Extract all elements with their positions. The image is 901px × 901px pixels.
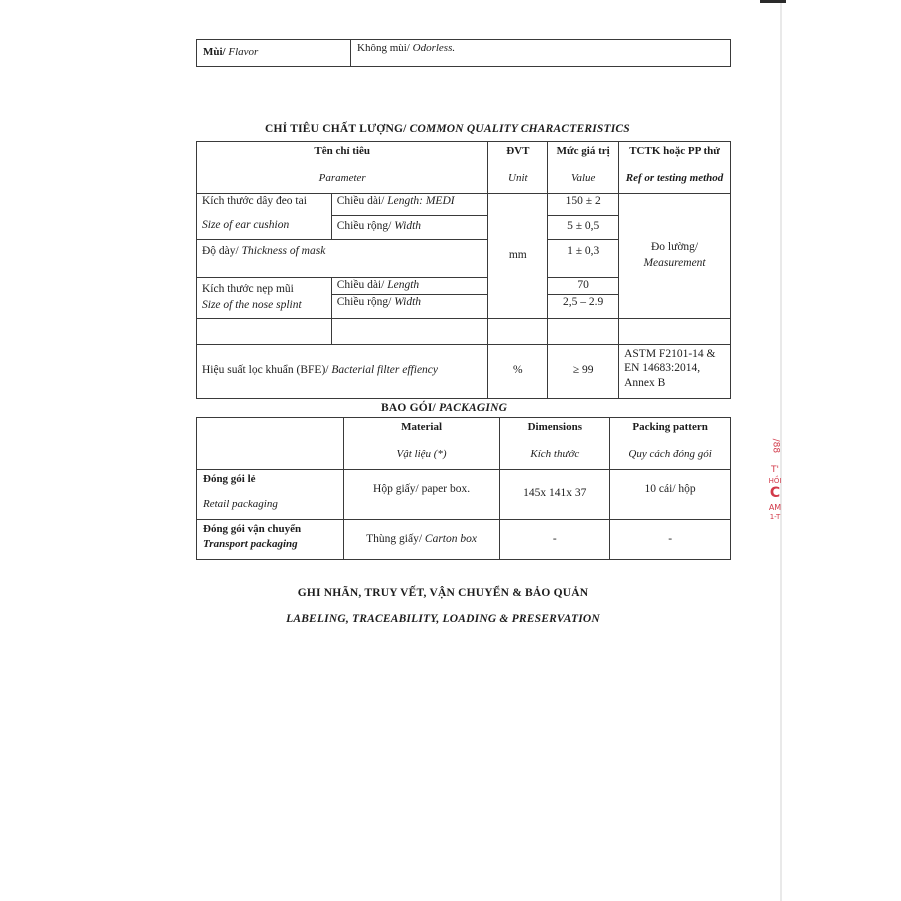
blank-cell-4 — [548, 318, 619, 344]
retail-material-cell — [343, 470, 500, 520]
header-dimensions — [500, 418, 610, 470]
packaging-title-en: PACKAGING — [439, 402, 508, 414]
stamp-line-5: AM — [768, 502, 782, 512]
bfe-value: ≥ 99 — [572, 364, 594, 377]
stamp-line-2: T' — [771, 465, 779, 476]
transport-pattern-cell — [610, 520, 731, 560]
retail-pattern-cell — [610, 470, 731, 520]
ear-length-en: Length: MEDI — [387, 195, 455, 207]
nose-name-cell — [197, 278, 332, 319]
blank-cell-5 — [619, 318, 731, 344]
ear-length-row — [197, 194, 731, 216]
transport-name-vi: Đóng gói vận chuyển — [203, 523, 302, 535]
nose-width-vi: Chiều rộng/ — [336, 295, 392, 308]
retail-material: Hộp giấy/ paper box. — [373, 483, 471, 495]
ear-name-en: Size of ear cushion — [202, 218, 290, 231]
stamp-line-4: C — [769, 485, 781, 502]
header-material-en: Material — [401, 421, 443, 433]
bfe-unit-cell — [488, 344, 548, 398]
ear-width-en: Width — [394, 220, 422, 232]
header-unit-vi: ĐVT — [506, 145, 530, 157]
transport-name-en: Transport packaging — [203, 537, 298, 550]
header-method-en: Ref or testing method — [625, 171, 724, 184]
header-value — [548, 142, 619, 194]
flavor-value-en: Odorless. — [412, 42, 456, 54]
packaging-table — [196, 417, 731, 560]
transport-dims: - — [552, 532, 557, 545]
nose-length-label-cell — [331, 278, 488, 295]
nose-length-value: 70 — [577, 279, 589, 291]
transport-name-cell — [197, 520, 344, 560]
ear-length-label-cell — [331, 194, 488, 216]
header-parameter — [197, 142, 488, 194]
nose-length-en: Length — [387, 279, 420, 291]
transport-pattern: - — [668, 532, 673, 545]
header-pattern-en: Packing pattern — [632, 421, 708, 433]
bfe-row — [197, 344, 731, 398]
ear-width-vi: Chiều rộng/ — [336, 220, 392, 232]
header-dimensions-vi: Kích thước — [530, 447, 580, 460]
header-parameter-vi: Tên chỉ tiêu — [314, 145, 370, 157]
blank-cell-3 — [488, 318, 548, 344]
labeling-title-en-text: LABELING, TRACEABILITY, LOADING & PRESERVATION — [286, 613, 600, 625]
header-material-vi: Vật liệu (*) — [396, 447, 447, 460]
unit-mm-cell — [488, 194, 548, 319]
page-edge-mark — [760, 0, 786, 3]
bfe-name-vi: Hiệu suất lọc khuẩn (BFE)/ — [202, 364, 329, 377]
transport-dims-cell — [500, 520, 610, 560]
ear-width-value: 5 ± 0,5 — [567, 220, 600, 232]
nose-name-vi: Kích thước nẹp mũi — [202, 283, 294, 296]
retail-dims-cell — [500, 470, 610, 520]
bfe-unit: % — [513, 364, 523, 377]
bfe-value-cell — [548, 344, 619, 398]
thickness-name-en: Thickness of mask — [241, 245, 326, 257]
packaging-header-blank — [197, 418, 344, 470]
thickness-value-cell — [548, 240, 619, 278]
bfe-method-line-2: EN 14683:2014, — [624, 362, 701, 375]
quality-title-vi: CHỈ TIÊU CHẤT LƯỢNG/ — [265, 123, 407, 135]
method-measure-vi: Đo lường/ — [650, 241, 699, 254]
ear-width-label-cell — [331, 216, 488, 240]
retail-name-en: Retail packaging — [203, 497, 278, 510]
header-unit — [488, 142, 548, 194]
quality-table — [196, 141, 731, 399]
thickness-name-cell — [197, 240, 488, 278]
flavor-table — [196, 39, 731, 67]
retail-name-cell — [197, 470, 344, 520]
labeling-title-en — [0, 613, 901, 625]
header-value-vi: Mức giá trị — [556, 145, 610, 157]
quality-title-en: COMMON QUALITY CHARACTERISTICS — [409, 123, 630, 135]
labeling-title-vi — [0, 587, 901, 599]
stamp-line-1: /88 — [770, 438, 781, 454]
retail-pattern: 10 cái/ hộp — [644, 483, 696, 495]
method-measure-en: Measurement — [643, 256, 706, 269]
header-unit-en: Unit — [508, 171, 528, 184]
retail-row — [197, 470, 731, 520]
header-value-en: Value — [570, 171, 596, 184]
nose-width-en: Width — [394, 295, 422, 308]
flavor-value-vi: Không mùi/ — [357, 42, 410, 54]
bfe-method-cell — [619, 344, 731, 398]
labeling-title-vi-text: GHI NHÃN, TRUY VẾT, VẬN CHUYỂN & BẢO QUẢN — [297, 587, 589, 599]
blank-cell-2 — [331, 318, 488, 344]
bfe-method-line-3: Annex B — [624, 377, 666, 390]
packaging-header-row — [197, 418, 731, 470]
flavor-label-vi: Mùi/ — [203, 46, 226, 58]
transport-row — [197, 520, 731, 560]
thickness-value: 1 ± 0,3 — [567, 245, 600, 257]
header-dimensions-en: Dimensions — [527, 421, 582, 433]
nose-name-en: Size of the nose splint — [202, 298, 302, 311]
flavor-value-cell — [351, 40, 731, 67]
ear-name-vi: Kích thước dây đeo tai — [202, 195, 307, 207]
transport-material-cell — [343, 520, 500, 560]
retail-dims: 145x 141x 37 — [523, 487, 587, 499]
flavor-label-cell — [197, 40, 351, 67]
stamp-line-3: HỒI — [768, 476, 782, 485]
nose-width-label-cell — [331, 294, 488, 318]
ear-width-value-cell — [548, 216, 619, 240]
flavor-label-en: Flavor — [228, 46, 259, 58]
packaging-title-vi: BAO GÓI/ — [381, 402, 436, 414]
header-pattern-vi: Quy cách đóng gói — [628, 447, 712, 460]
ear-length-value: 150 ± 2 — [565, 195, 601, 207]
header-pattern — [610, 418, 731, 470]
nose-length-vi: Chiều dài/ — [336, 279, 385, 291]
thickness-name-vi: Độ dày/ — [202, 245, 239, 257]
nose-length-value-cell — [548, 278, 619, 295]
header-method-vi: TCTK hoặc PP thử — [629, 145, 720, 157]
nose-width-value-cell — [548, 294, 619, 318]
blank-cell-1 — [197, 318, 332, 344]
quality-header-row — [197, 142, 731, 194]
packaging-title — [381, 402, 507, 414]
method-measure-cell — [619, 194, 731, 319]
retail-name-vi: Đóng gói lẻ — [203, 473, 256, 485]
bfe-method-line-1: ASTM F2101-14 & — [624, 347, 716, 360]
unit-mm: mm — [508, 249, 527, 261]
header-parameter-en: Parameter — [318, 171, 366, 184]
stamp-fragment — [768, 440, 782, 522]
stamp-line-6: 1-T — [769, 512, 781, 521]
bfe-name-cell — [197, 344, 488, 398]
header-material — [343, 418, 500, 470]
nose-width-value: 2,5 – 2.9 — [563, 295, 604, 308]
ear-length-value-cell — [548, 194, 619, 216]
transport-material-en: Carton box — [424, 532, 477, 545]
transport-material-vi: Thùng giấy/ — [366, 532, 423, 545]
blank-row — [197, 318, 731, 344]
quality-title — [265, 123, 630, 135]
header-method — [619, 142, 731, 194]
ear-length-vi: Chiều dài/ — [336, 195, 385, 207]
bfe-name-en: Bacterial filter effiency — [331, 364, 439, 377]
ear-name-cell — [197, 194, 332, 240]
